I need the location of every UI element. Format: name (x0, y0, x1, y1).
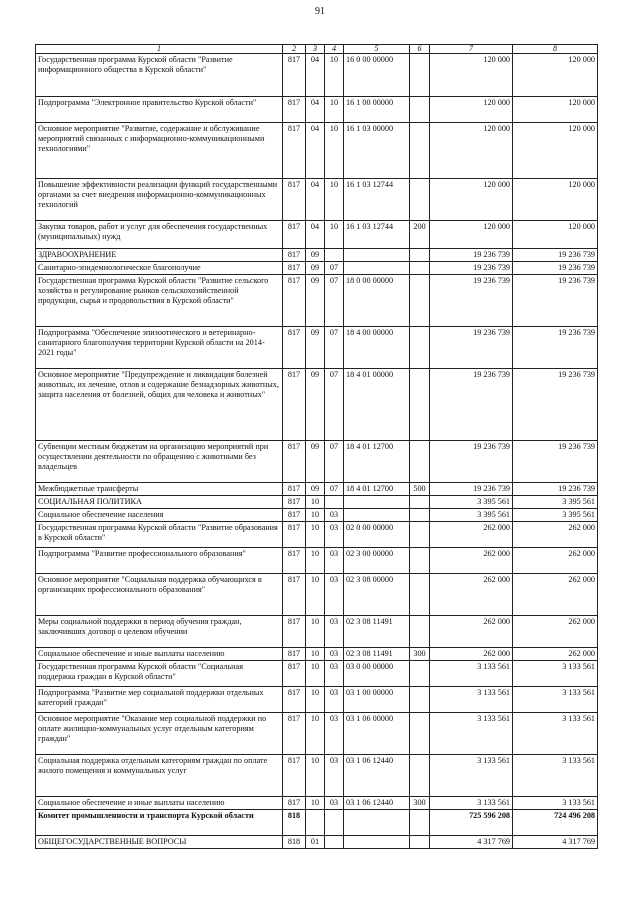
ministry-code-cell: 817 (283, 713, 306, 755)
row-name-cell: Государственная программа Курской области "Развитие образования в Курской области" (36, 522, 283, 548)
row-name-cell: Закупка товаров, работ и услуг для обеспечения государственных (муниципальных) нужд (36, 221, 283, 249)
expense-type-cell (410, 441, 430, 483)
ministry-code-cell: 817 (283, 483, 306, 496)
row-name-cell: Меры социальной поддержки в период обучения граждан, заключивших договор о целевом обучении (36, 616, 283, 648)
table-row (36, 836, 598, 849)
section-code-cell: 09 (306, 249, 325, 262)
expense-type-cell (410, 97, 430, 123)
section-code-cell: 09 (306, 441, 325, 483)
amount-year2-cell: 3 395 561 (513, 509, 598, 522)
target-article-cell: 03 1 06 12440 (344, 755, 410, 797)
section-code-cell: 04 (306, 54, 325, 97)
target-article-cell (344, 509, 410, 522)
table-row (36, 275, 598, 327)
ministry-code-cell: 817 (283, 661, 306, 687)
expense-type-cell (410, 755, 430, 797)
target-article-cell: 18 4 01 00000 (344, 369, 410, 441)
col-header-8: 8 (513, 45, 598, 54)
target-article-cell (344, 496, 410, 509)
row-name-cell: ОБЩЕГОСУДАРСТВЕННЫЕ ВОПРОСЫ (36, 836, 283, 849)
amount-year2-cell: 3 133 561 (513, 687, 598, 713)
subsection-code-cell: 10 (325, 97, 344, 123)
ministry-code-cell: 817 (283, 221, 306, 249)
section-code-cell: 09 (306, 483, 325, 496)
table-row (36, 179, 598, 221)
table-row (36, 369, 598, 441)
row-name-cell: Подпрограмма "Обеспечение эпизоотического и ветеринарно-санитарного благополучия территории Курской области на 2014-2021 годы" (36, 327, 283, 369)
table-row (36, 509, 598, 522)
ministry-code-cell: 817 (283, 441, 306, 483)
table-row (36, 54, 598, 97)
target-article-cell: 03 1 00 00000 (344, 687, 410, 713)
amount-year1-cell: 120 000 (430, 54, 513, 97)
target-article-cell: 18 4 01 12700 (344, 483, 410, 496)
amount-year1-cell: 3 133 561 (430, 661, 513, 687)
row-name-cell: ЗДРАВООХРАНЕНИЕ (36, 249, 283, 262)
amount-year2-cell: 19 236 739 (513, 369, 598, 441)
table-body (36, 54, 598, 849)
row-name-cell: Субвенции местным бюджетам на организацию мероприятий при осуществлении деятельности по обращению с животными без владельцев (36, 441, 283, 483)
row-name-cell: Основное мероприятие "Предупреждение и ликвидация болезней животных, их лечение, отлов и содержание безнадзорных животных, защита населения от болезней, общих для человека и животных" (36, 369, 283, 441)
ministry-code-cell: 818 (283, 810, 306, 836)
row-name-cell: Государственная программа Курской области "Социальная поддержка граждан в Курской области" (36, 661, 283, 687)
amount-year2-cell: 19 236 739 (513, 249, 598, 262)
subsection-code-cell: 07 (325, 441, 344, 483)
amount-year2-cell: 262 000 (513, 548, 598, 574)
subsection-code-cell: 07 (325, 483, 344, 496)
amount-year1-cell: 120 000 (430, 123, 513, 179)
section-code-cell: 10 (306, 713, 325, 755)
expense-type-cell (410, 123, 430, 179)
ministry-code-cell: 817 (283, 262, 306, 275)
amount-year1-cell: 19 236 739 (430, 275, 513, 327)
section-code-cell: 10 (306, 522, 325, 548)
amount-year1-cell: 725 596 208 (430, 810, 513, 836)
subsection-code-cell: 03 (325, 687, 344, 713)
section-code-cell: 09 (306, 369, 325, 441)
subsection-code-cell: 10 (325, 54, 344, 97)
ministry-code-cell: 817 (283, 755, 306, 797)
amount-year2-cell: 3 133 561 (513, 713, 598, 755)
amount-year1-cell: 262 000 (430, 522, 513, 548)
ministry-code-cell: 817 (283, 249, 306, 262)
amount-year2-cell: 120 000 (513, 123, 598, 179)
target-article-cell (344, 836, 410, 849)
amount-year2-cell: 120 000 (513, 179, 598, 221)
table-row (36, 797, 598, 810)
subsection-code-cell: 10 (325, 221, 344, 249)
amount-year1-cell: 120 000 (430, 179, 513, 221)
ministry-code-cell: 817 (283, 97, 306, 123)
target-article-cell: 16 1 03 12744 (344, 179, 410, 221)
subsection-code-cell: 03 (325, 548, 344, 574)
amount-year1-cell: 262 000 (430, 648, 513, 661)
amount-year2-cell: 19 236 739 (513, 441, 598, 483)
budget-table (35, 44, 598, 849)
ministry-code-cell: 817 (283, 687, 306, 713)
subsection-code-cell (325, 496, 344, 509)
amount-year1-cell: 3 133 561 (430, 713, 513, 755)
row-name-cell: Основное мероприятие "Развитие, содержание и обслуживание мероприятий связанных с информационно-коммуникационными технологиями" (36, 123, 283, 179)
section-code-cell: 09 (306, 275, 325, 327)
section-code-cell: 04 (306, 123, 325, 179)
target-article-cell: 16 0 00 00000 (344, 54, 410, 97)
expense-type-cell (410, 249, 430, 262)
amount-year1-cell: 3 133 561 (430, 755, 513, 797)
table-row (36, 262, 598, 275)
amount-year2-cell: 19 236 739 (513, 327, 598, 369)
section-code-cell: 10 (306, 648, 325, 661)
section-code-cell: 01 (306, 836, 325, 849)
expense-type-cell (410, 496, 430, 509)
ministry-code-cell: 817 (283, 522, 306, 548)
ministry-code-cell: 817 (283, 574, 306, 616)
amount-year1-cell: 120 000 (430, 97, 513, 123)
subsection-code-cell: 03 (325, 661, 344, 687)
section-code-cell: 09 (306, 327, 325, 369)
expense-type-cell (410, 54, 430, 97)
amount-year1-cell: 3 395 561 (430, 496, 513, 509)
table-row (36, 687, 598, 713)
amount-year2-cell: 120 000 (513, 97, 598, 123)
expense-type-cell: 200 (410, 221, 430, 249)
amount-year1-cell: 19 236 739 (430, 262, 513, 275)
subsection-code-cell: 07 (325, 262, 344, 275)
table-row (36, 249, 598, 262)
expense-type-cell (410, 275, 430, 327)
expense-type-cell: 300 (410, 648, 430, 661)
amount-year1-cell: 19 236 739 (430, 327, 513, 369)
col-header-1: 1 (36, 45, 283, 54)
section-code-cell: 10 (306, 616, 325, 648)
subsection-code-cell: 03 (325, 797, 344, 810)
expense-type-cell (410, 262, 430, 275)
ministry-code-cell: 817 (283, 496, 306, 509)
ministry-code-cell: 817 (283, 616, 306, 648)
ministry-code-cell: 817 (283, 509, 306, 522)
expense-type-cell (410, 661, 430, 687)
amount-year2-cell: 262 000 (513, 616, 598, 648)
amount-year2-cell: 3 395 561 (513, 496, 598, 509)
target-article-cell: 18 4 01 12700 (344, 441, 410, 483)
table-row (36, 574, 598, 616)
section-code-cell: 10 (306, 548, 325, 574)
row-name-cell: Межбюджетные трансферты (36, 483, 283, 496)
section-code-cell: 10 (306, 797, 325, 810)
target-article-cell: 02 0 00 00000 (344, 522, 410, 548)
expense-type-cell (410, 713, 430, 755)
amount-year1-cell: 19 236 739 (430, 249, 513, 262)
subsection-code-cell (325, 810, 344, 836)
target-article-cell (344, 262, 410, 275)
table-row (36, 522, 598, 548)
expense-type-cell: 500 (410, 483, 430, 496)
row-name-cell: Подпрограмма "Электронное правительство Курской области" (36, 97, 283, 123)
amount-year1-cell: 262 000 (430, 616, 513, 648)
target-article-cell: 03 0 00 00000 (344, 661, 410, 687)
row-name-cell: Основное мероприятие "Оказание мер социальной поддержки по оплате жилищно-коммунальных услуг отдельным категориям граждан" (36, 713, 283, 755)
row-name-cell: Санитарно-эпидемиологическое благополучие (36, 262, 283, 275)
row-name-cell: Государственная программа Курской области "Развитие сельского хозяйства и регулирование рынков сельскохозяйственной продукции, сырья и продовольствия в Курской области" (36, 275, 283, 327)
row-name-cell: Социальное обеспечение населения (36, 509, 283, 522)
target-article-cell: 02 3 08 00000 (344, 574, 410, 616)
subsection-code-cell: 07 (325, 369, 344, 441)
target-article-cell: 18 0 00 00000 (344, 275, 410, 327)
table-row (36, 755, 598, 797)
col-header-7: 7 (430, 45, 513, 54)
table-row (36, 616, 598, 648)
subsection-code-cell: 03 (325, 755, 344, 797)
row-name-cell: Социальное обеспечение и иные выплаты населению (36, 648, 283, 661)
amount-year1-cell: 19 236 739 (430, 441, 513, 483)
expense-type-cell: 300 (410, 797, 430, 810)
table-row (36, 221, 598, 249)
section-code-cell: 10 (306, 574, 325, 616)
expense-type-cell (410, 522, 430, 548)
target-article-cell: 16 1 00 00000 (344, 97, 410, 123)
col-header-4: 4 (325, 45, 344, 54)
amount-year2-cell: 120 000 (513, 54, 598, 97)
amount-year2-cell: 3 133 561 (513, 797, 598, 810)
ministry-code-cell: 818 (283, 836, 306, 849)
ministry-code-cell: 817 (283, 179, 306, 221)
row-name-cell: Социальное обеспечение и иные выплаты населению (36, 797, 283, 810)
amount-year1-cell: 3 133 561 (430, 687, 513, 713)
subsection-code-cell: 07 (325, 275, 344, 327)
ministry-code-cell: 817 (283, 648, 306, 661)
expense-type-cell (410, 327, 430, 369)
amount-year1-cell: 4 317 769 (430, 836, 513, 849)
amount-year1-cell: 3 395 561 (430, 509, 513, 522)
target-article-cell: 02 3 08 11491 (344, 648, 410, 661)
table-row (36, 327, 598, 369)
ministry-code-cell: 817 (283, 548, 306, 574)
row-name-cell: Социальная поддержка отдельным категориям граждан по оплате жилого помещения и коммунальных услуг (36, 755, 283, 797)
section-code-cell: 10 (306, 687, 325, 713)
section-code-cell: 10 (306, 661, 325, 687)
amount-year2-cell: 3 133 561 (513, 661, 598, 687)
subsection-code-cell (325, 836, 344, 849)
target-article-cell: 18 4 00 00000 (344, 327, 410, 369)
table-row (36, 123, 598, 179)
subsection-code-cell: 03 (325, 522, 344, 548)
table-header (36, 45, 598, 54)
section-code-cell: 04 (306, 221, 325, 249)
col-header-3: 3 (306, 45, 325, 54)
subsection-code-cell: 03 (325, 616, 344, 648)
page-number: 91 (315, 6, 325, 17)
row-name-cell: Подпрограмма "Развитие мер социальной поддержки отдельных категорий граждан" (36, 687, 283, 713)
subsection-code-cell: 10 (325, 123, 344, 179)
col-header-6: 6 (410, 45, 430, 54)
amount-year2-cell: 19 236 739 (513, 275, 598, 327)
subsection-code-cell (325, 249, 344, 262)
target-article-cell: 02 3 08 11491 (344, 616, 410, 648)
col-header-2: 2 (283, 45, 306, 54)
section-code-cell: 10 (306, 755, 325, 797)
target-article-cell (344, 249, 410, 262)
subsection-code-cell: 03 (325, 713, 344, 755)
amount-year1-cell: 3 133 561 (430, 797, 513, 810)
row-name-cell: Подпрограмма "Развитие профессионального образования" (36, 548, 283, 574)
subsection-code-cell: 03 (325, 648, 344, 661)
amount-year2-cell: 120 000 (513, 221, 598, 249)
target-article-cell: 02 3 00 00000 (344, 548, 410, 574)
section-code-cell: 10 (306, 509, 325, 522)
subsection-code-cell: 03 (325, 574, 344, 616)
amount-year1-cell: 120 000 (430, 221, 513, 249)
amount-year1-cell: 262 000 (430, 574, 513, 616)
target-article-cell: 16 1 03 12744 (344, 221, 410, 249)
expense-type-cell (410, 548, 430, 574)
amount-year1-cell: 262 000 (430, 548, 513, 574)
section-code-cell: 09 (306, 262, 325, 275)
table-row (36, 441, 598, 483)
target-article-cell (344, 810, 410, 836)
amount-year2-cell: 262 000 (513, 574, 598, 616)
table-row (36, 548, 598, 574)
ministry-code-cell: 817 (283, 123, 306, 179)
subsection-code-cell: 07 (325, 327, 344, 369)
target-article-cell: 16 1 03 00000 (344, 123, 410, 179)
ministry-code-cell: 817 (283, 797, 306, 810)
row-name-cell: Комитет промышленности и транспорта Курской области (36, 810, 283, 836)
expense-type-cell (410, 836, 430, 849)
amount-year2-cell: 262 000 (513, 648, 598, 661)
section-code-cell: 10 (306, 496, 325, 509)
expense-type-cell (410, 810, 430, 836)
expense-type-cell (410, 179, 430, 221)
amount-year2-cell: 724 496 208 (513, 810, 598, 836)
row-name-cell: Повышение эффективности реализации функций государственными органами за счет внедрения информационно-коммуникационных технологий (36, 179, 283, 221)
amount-year2-cell: 19 236 739 (513, 483, 598, 496)
ministry-code-cell: 817 (283, 327, 306, 369)
expense-type-cell (410, 616, 430, 648)
amount-year2-cell: 262 000 (513, 522, 598, 548)
section-code-cell: 04 (306, 179, 325, 221)
row-name-cell: Государственная программа Курской области "Развитие информационного общества в Курской области" (36, 54, 283, 97)
amount-year2-cell: 3 133 561 (513, 755, 598, 797)
section-code-cell (306, 810, 325, 836)
amount-year2-cell: 19 236 739 (513, 262, 598, 275)
amount-year1-cell: 19 236 739 (430, 369, 513, 441)
subsection-code-cell: 10 (325, 179, 344, 221)
table-row (36, 810, 598, 836)
row-name-cell: Основное мероприятие "Социальная поддержка обучающихся в организациях профессионального образования" (36, 574, 283, 616)
target-article-cell: 03 1 06 12440 (344, 797, 410, 810)
table-row (36, 713, 598, 755)
target-article-cell: 03 1 06 00000 (344, 713, 410, 755)
table-row (36, 496, 598, 509)
ministry-code-cell: 817 (283, 54, 306, 97)
expense-type-cell (410, 687, 430, 713)
subsection-code-cell: 03 (325, 509, 344, 522)
expense-type-cell (410, 509, 430, 522)
amount-year1-cell: 19 236 739 (430, 483, 513, 496)
table-row (36, 483, 598, 496)
col-header-5: 5 (344, 45, 410, 54)
section-code-cell: 04 (306, 97, 325, 123)
ministry-code-cell: 817 (283, 369, 306, 441)
ministry-code-cell: 817 (283, 275, 306, 327)
expense-type-cell (410, 369, 430, 441)
table-row (36, 648, 598, 661)
table-row (36, 661, 598, 687)
expense-type-cell (410, 574, 430, 616)
table-row (36, 97, 598, 123)
amount-year2-cell: 4 317 769 (513, 836, 598, 849)
row-name-cell: СОЦИАЛЬНАЯ ПОЛИТИКА (36, 496, 283, 509)
